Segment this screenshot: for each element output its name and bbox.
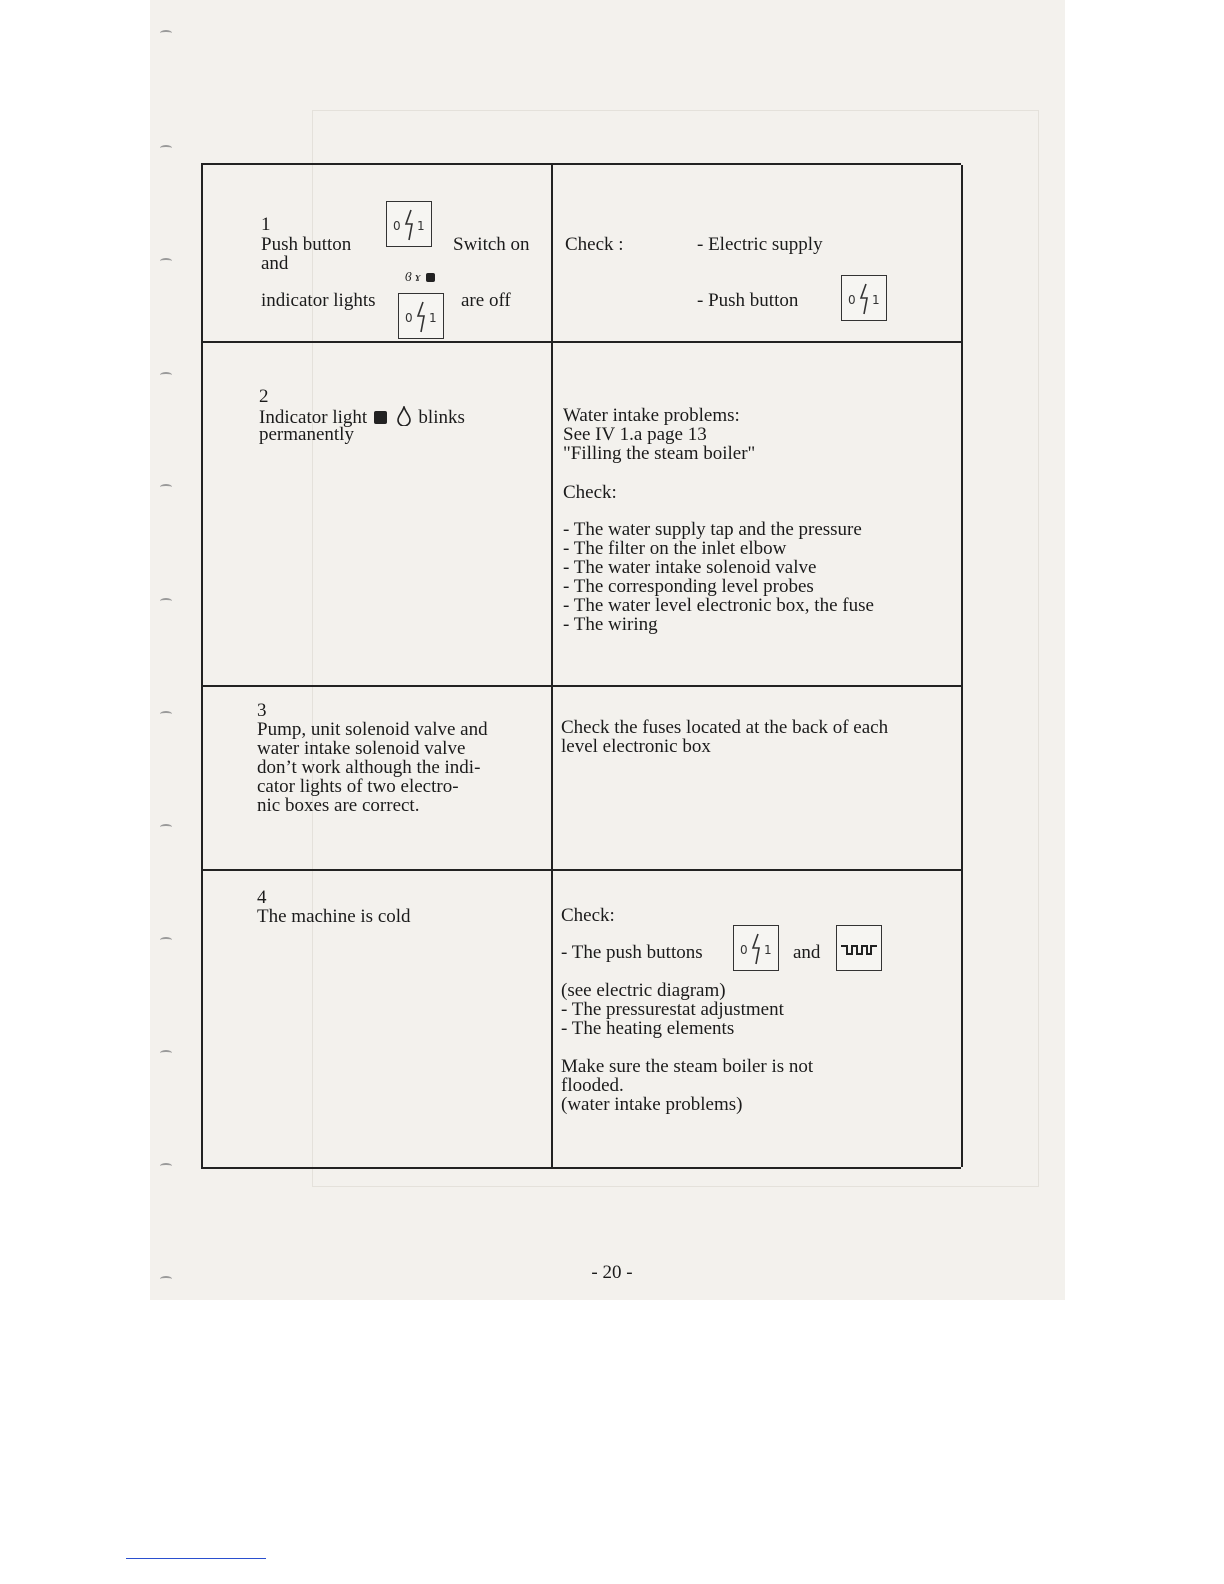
power-button-icon (841, 275, 887, 321)
check-item: - The wiring (563, 614, 658, 635)
punch-mark (160, 372, 172, 378)
page-number: - 20 - (591, 1262, 633, 1283)
table-row (201, 869, 961, 1169)
table-row (201, 341, 961, 687)
check-item: - The water level electronic box, the fuse (563, 595, 874, 616)
push-button-label: Push button (261, 234, 352, 255)
indicator-light-label: Indicator light (259, 407, 368, 428)
solution-line: Check the fuses located at the back of each (561, 717, 889, 738)
solution-line: - The heating elements (561, 1018, 735, 1039)
indicator-lights-label: indicator lights (261, 290, 376, 311)
are-off-label: are off (461, 290, 511, 311)
svg-text:1: 1 (764, 943, 772, 957)
permanently-label: permanently (259, 424, 354, 445)
problem-line: nic boxes are correct. (257, 795, 420, 816)
check-item: - The filter on the inlet elbow (563, 538, 787, 559)
problem-line: Pump, unit solenoid valve and (257, 719, 488, 740)
heating-pulse-icon (836, 925, 882, 971)
row-number: 1 (261, 214, 271, 235)
svg-text:0: 0 (848, 293, 856, 307)
svg-text:0: 0 (393, 219, 401, 233)
blinks-label: blinks (418, 407, 465, 428)
and-label: and (793, 942, 821, 963)
punch-mark (160, 145, 172, 151)
problem-cell (201, 343, 553, 687)
problem-line: water intake solenoid valve (257, 738, 466, 759)
punch-mark (160, 937, 172, 943)
and-label: and (261, 253, 289, 274)
indicator-symbols-icon: ϐ ɤ (405, 269, 437, 285)
punch-mark (160, 258, 172, 264)
power-button-icon (733, 925, 779, 971)
electric-supply-item: - Electric supply (697, 234, 823, 255)
check-item: - The corresponding level probes (563, 576, 814, 597)
switch-on-label: Switch on (453, 234, 530, 255)
svg-text:1: 1 (872, 293, 880, 307)
solution-line: level electronic box (561, 736, 711, 757)
punch-mark (160, 1050, 172, 1056)
solution-line: (see electric diagram) (561, 980, 726, 1001)
solution-cell (551, 165, 963, 343)
problem-cell (201, 165, 553, 343)
square-lamp-icon (374, 411, 387, 424)
problem-line: The machine is cold (257, 906, 411, 927)
problem-cell (201, 687, 553, 871)
troubleshooting-table (201, 163, 963, 1167)
punch-mark (160, 824, 172, 830)
punch-mark (160, 598, 172, 604)
check-label: Check : (565, 234, 624, 255)
svg-text:0: 0 (405, 311, 413, 325)
punch-mark (160, 30, 172, 36)
row-number: 3 (257, 700, 267, 721)
row-number: 2 (259, 386, 269, 407)
solution-cell (551, 343, 963, 687)
problem-cell (201, 871, 553, 1167)
reference-line: See IV 1.a page 13 (563, 424, 707, 445)
water-intake-line: Water intake problems: (563, 405, 740, 426)
power-button-icon (398, 293, 444, 339)
table-row (201, 685, 961, 871)
solution-line: - The pressurestat adjustment (561, 999, 784, 1020)
footer-rule (126, 1558, 266, 1559)
push-button-item: - Push button (697, 290, 799, 311)
problem-line: cator lights of two electro- (257, 776, 459, 797)
water-drop-icon (397, 406, 411, 426)
svg-text:1: 1 (417, 219, 425, 233)
solution-cell (551, 871, 963, 1167)
svg-text:0: 0 (740, 943, 748, 957)
power-button-icon (386, 201, 432, 247)
punch-mark (160, 1163, 172, 1169)
check-label: Check: (561, 905, 615, 926)
problem-line: don’t work although the indi- (257, 757, 481, 778)
note-line: Make sure the steam boiler is not (561, 1056, 814, 1077)
table-row (201, 163, 961, 343)
reference-title-line: "Filling the steam boiler" (563, 443, 756, 464)
note-line: (water intake problems) (561, 1094, 743, 1115)
punch-mark (160, 711, 172, 717)
row-number: 4 (257, 887, 267, 908)
note-line: flooded. (561, 1075, 624, 1096)
punch-mark (160, 484, 172, 490)
solution-cell (551, 687, 963, 871)
check-item: - The water intake solenoid valve (563, 557, 817, 578)
check-label: Check: (563, 482, 617, 503)
check-item: - The water supply tap and the pressure (563, 519, 862, 540)
svg-text:1: 1 (429, 311, 437, 325)
push-buttons-item: - The push buttons (561, 942, 703, 963)
